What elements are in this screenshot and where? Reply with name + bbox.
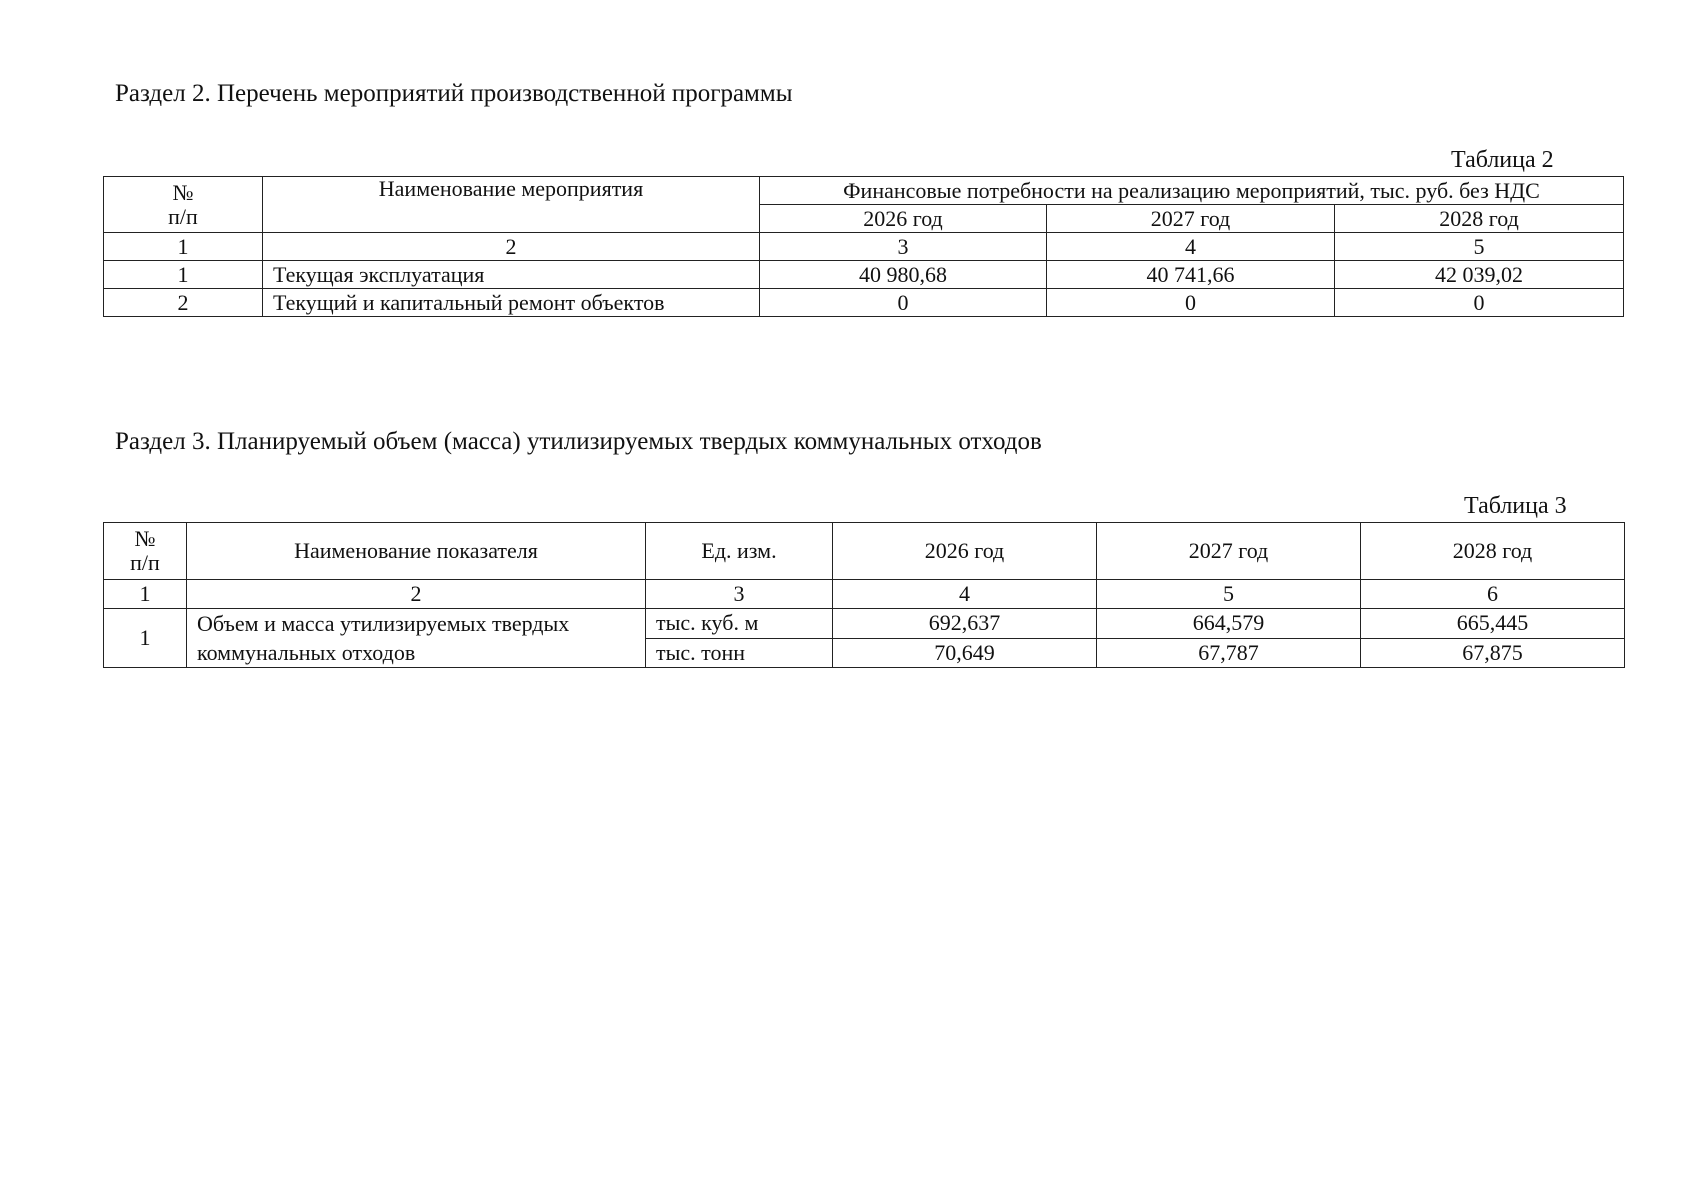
year-header: 2027 год xyxy=(1097,523,1361,580)
column-number: 4 xyxy=(1047,233,1335,261)
table-2-header-row xyxy=(104,177,1624,205)
year-header: 2026 год xyxy=(760,205,1047,233)
row-value: 0 xyxy=(1335,289,1624,317)
row-name: Текущая эксплуатация xyxy=(263,261,760,289)
finance-header: Финансовые потребности на реализацию мероприятий, тыс. руб. без НДС xyxy=(760,177,1624,205)
column-number: 5 xyxy=(1097,580,1361,609)
row-value: 0 xyxy=(1047,289,1335,317)
row-value: 665,445 xyxy=(1361,609,1625,639)
table-row xyxy=(104,289,1624,317)
row-number: 2 xyxy=(104,289,263,317)
table-row xyxy=(104,609,1625,639)
row-value: 67,787 xyxy=(1097,638,1361,668)
num-header-abbr: п/п xyxy=(168,203,198,229)
row-value: 692,637 xyxy=(833,609,1097,639)
num-header xyxy=(104,523,187,580)
table-2-label: Таблица 2 xyxy=(1451,147,1554,173)
table-3-column-numbers-row xyxy=(104,580,1625,609)
row-unit: тыс. куб. м xyxy=(646,609,833,639)
row-value: 664,579 xyxy=(1097,609,1361,639)
row-number: 1 xyxy=(104,609,187,668)
row-value: 42 039,02 xyxy=(1335,261,1624,289)
num-header-symbol: № xyxy=(134,526,156,551)
unit-header: Ед. изм. xyxy=(646,523,833,580)
row-value: 0 xyxy=(760,289,1047,317)
name-header: Наименование показателя xyxy=(187,523,646,580)
column-number: 4 xyxy=(833,580,1097,609)
table-2 xyxy=(103,176,1624,317)
row-name: Текущий и капитальный ремонт объектов xyxy=(263,289,760,317)
column-number: 3 xyxy=(760,233,1047,261)
row-name: Объем и масса утилизируемых твердых коммунальных отходов xyxy=(187,609,646,668)
column-number: 1 xyxy=(104,233,263,261)
table-3 xyxy=(103,522,1625,668)
num-header-abbr: п/п xyxy=(130,550,160,575)
year-header: 2028 год xyxy=(1361,523,1625,580)
row-number: 1 xyxy=(104,261,263,289)
column-number: 2 xyxy=(263,233,760,261)
row-value: 40 741,66 xyxy=(1047,261,1335,289)
name-header: Наименование мероприятия xyxy=(263,177,760,233)
section-2-title: Раздел 2. Перечень мероприятий производственной программы xyxy=(115,80,793,107)
row-value: 70,649 xyxy=(833,638,1097,668)
num-header-symbol: № xyxy=(172,179,194,205)
row-value: 67,875 xyxy=(1361,638,1625,668)
column-number: 3 xyxy=(646,580,833,609)
table-3-header-row xyxy=(104,523,1625,580)
table-3-label: Таблица 3 xyxy=(1464,493,1567,519)
num-header xyxy=(104,177,263,233)
year-header: 2027 год xyxy=(1047,205,1335,233)
column-number: 5 xyxy=(1335,233,1624,261)
column-number: 6 xyxy=(1361,580,1625,609)
row-unit: тыс. тонн xyxy=(646,638,833,668)
column-number: 2 xyxy=(187,580,646,609)
year-header: 2026 год xyxy=(833,523,1097,580)
table-2-column-numbers-row xyxy=(104,233,1624,261)
table-row xyxy=(104,261,1624,289)
section-3-title: Раздел 3. Планируемый объем (масса) утилизируемых твердых коммунальных отходов xyxy=(115,428,1042,455)
row-value: 40 980,68 xyxy=(760,261,1047,289)
column-number: 1 xyxy=(104,580,187,609)
year-header: 2028 год xyxy=(1335,205,1624,233)
